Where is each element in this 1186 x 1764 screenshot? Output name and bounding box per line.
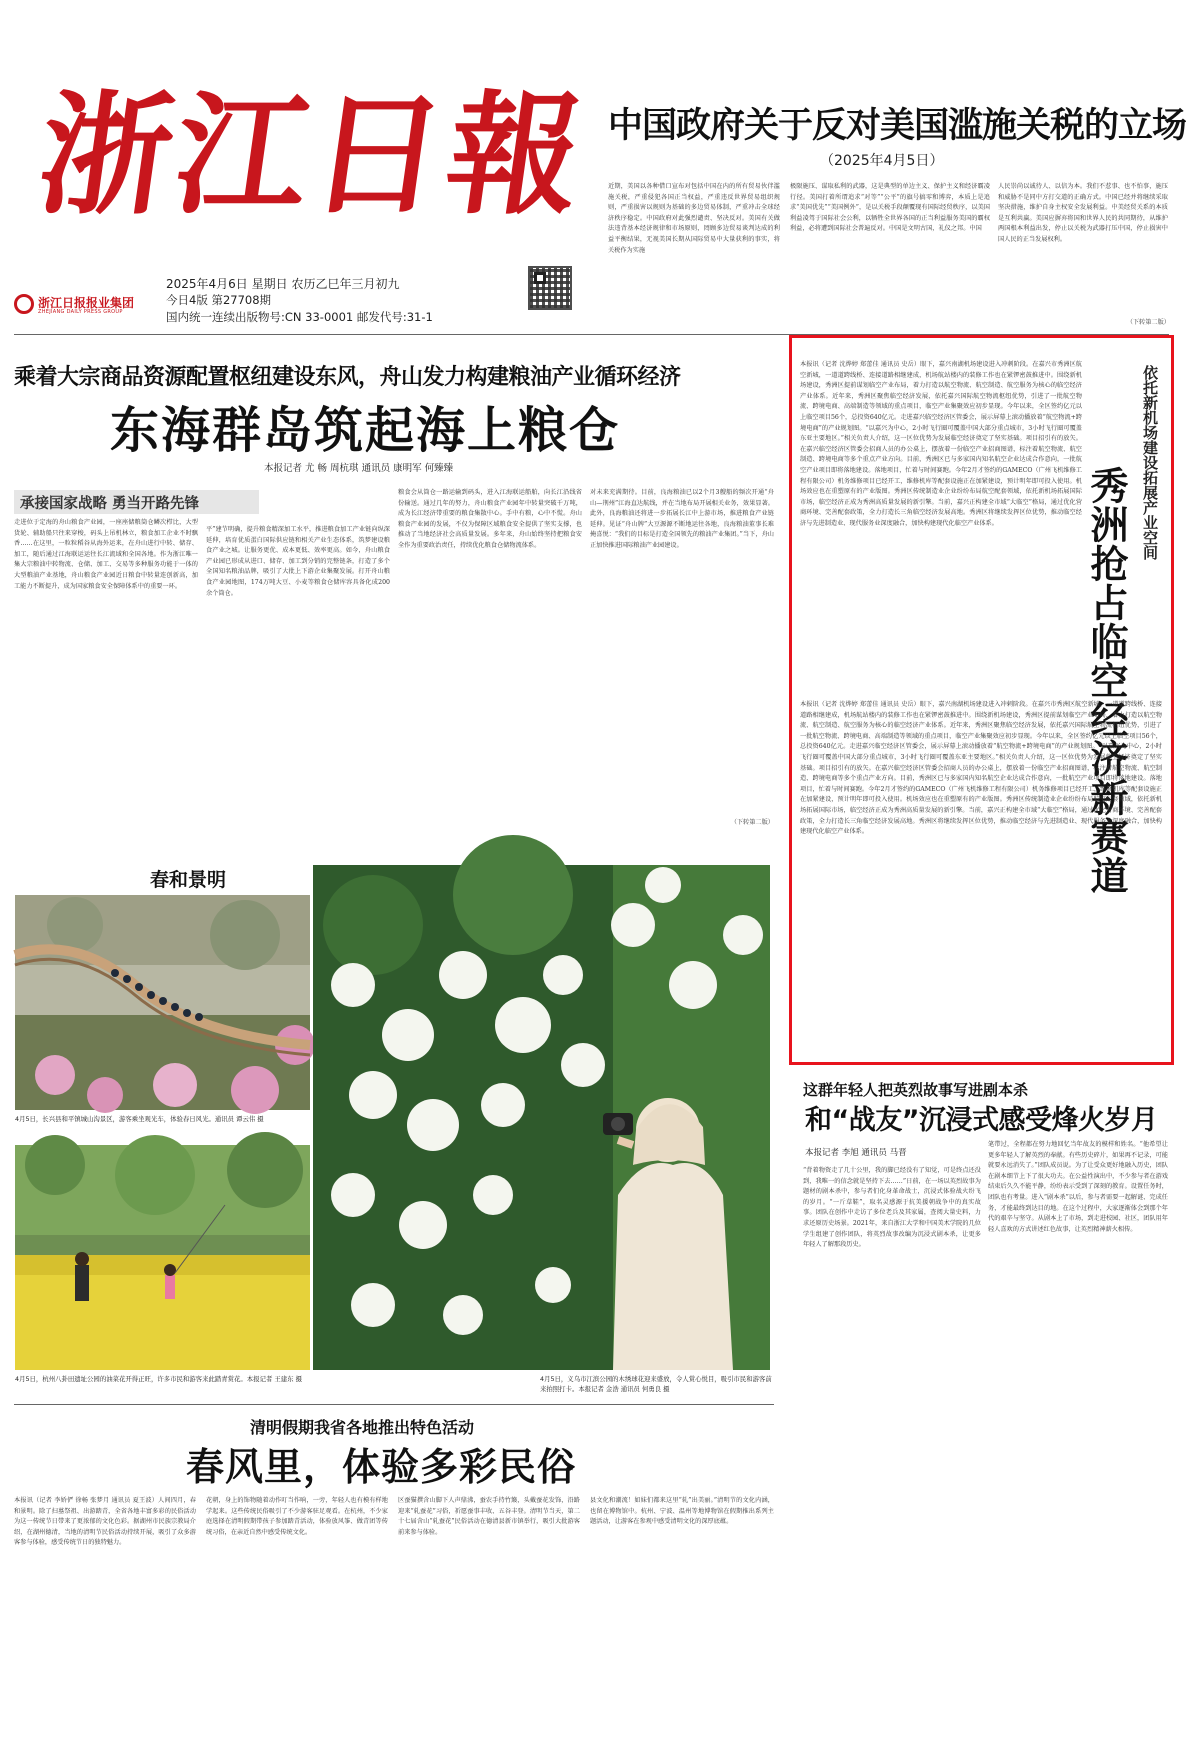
folk-column-2: 花朝，身上的饰物随着动作叮当作响，一旁，年轻人也有模有样地学起来。这些传统民俗吸引了不少游客驻足观看。在杭州，不少家庭选择在清明假期带孩子参加踏青活动，体验放风筝、做青团等传统习俗，在亲近自然中感受传统文化。 <box>206 1497 388 1536</box>
airport-body-top: 本报讯（记者 沈烨婷 郑蕾佳 通讯员 史岳）眼下，嘉兴南湖机场建设进入冲刺阶段。在嘉兴市秀洲区航空新城，一道道跨线桥、连接道路相继建成，机场航站楼内的装修工作也在紧锣密鼓推进中。围绕新机场建设，秀洲区提前谋划临空产业布局，着力打造以航空物流、航空制造、航空服务为核心的临空经济产业体系。近年来，秀洲区聚焦临空经济发展，依托嘉兴国际航空物流枢纽优势，引进了一批航空物流、跨境电商、高端制造等领域的重点项目，临空产业集聚效应初步显现。今年以来，全区签约亿元以上临空项目56个，总投资640亿元。走进嘉兴临空经济区管委会，展示屏幕上滚动播放着“航空物流+跨境电商”的产业规划图。“以嘉兴为中心，2小时飞行圈可覆盖中国大部分重点城市，3小时飞行圈可覆盖东亚主要地区。”相关负责人介绍，这一区位优势为发展临空经济奠定了坚实基础。项目招引有的放矢。在嘉兴临空经济区管委会招商人员的办公桌上，摆放着一份临空产业招商图谱，标注着航空物流、航空制造、跨境电商等多个重点产业方向。目前，秀洲区已与多家国内知名航空企业达成合作意向，一批航空产业项目即将落地建设。落地项目，忙着与时间赛跑。今年2月才签约的GAMECO（广州飞机维修工程有限公司）机务维修项目已经开工，维修机库等配套设施正在加紧建设，预计明年即可投入使用。机场效应也在重塑原有的产业版图。秀洲区传统制造业企业纷纷布局航空配套领域，依托新机场拓展国际市场，临空经济正成为秀洲高质量发展的新引擎。当前，嘉兴正构建全市域“大临空”格局，通过优化营商环境、完善配套政策，全力打造长三角临空经济发展高地。秀洲区将继续发挥区位优势，推动临空经济与先进制造业、现代服务业深度融合，加快构建现代化临空产业体系。 <box>800 361 1082 527</box>
lead-subhead <box>14 490 259 514</box>
airport-body-bottom <box>800 700 1162 1056</box>
press-group-subname: ZHEJIANG DAILY PRESS GROUP <box>38 309 123 315</box>
folk-column-1: 本报讯（记者 李娇俨 徐畅 张梦月 通讯员 夏王波）人间四月，春和景明。除了扫墓祭祖、出游踏青，全省各地丰富多彩的民俗活动为这一传统节日带来了更浓郁的文化色彩。据湖州市民族宗教局介绍，在湖州德清，当地的清明节民俗活动持续开展，吸引了众多游客参与体验，感受传统节日的独特魅力。 <box>14 1497 196 1547</box>
statement-continued: （下转第二版） <box>1126 319 1170 326</box>
qr-finder-icon <box>534 272 546 284</box>
photo-mountain-coaster-image <box>15 895 310 1110</box>
lead-byline: 本报记者 尤 畅 周杭琪 通讯员 康明军 何臻臻 <box>264 463 454 474</box>
photo-rapeseed-field-image <box>15 1145 310 1370</box>
lead-column-4: 对未来充满期待。目前，良海粮油已以2个月3艘船的频次开通“舟山—荆州”江海直达航线，并在当地布局开展相关业务，效果显著。此外，良海粮油还将进一步拓展长江中上游市场，推进粮食产业链延伸。见证“舟山牌”大豆源源不断地运往各地，良海粮油董事长难掩喜悦：“我们的目标是打造全国领先的粮油产业集团。”当下，舟山正加快推进国际粮油产业园建设。 <box>590 489 774 549</box>
photo-hydrangea-girl <box>313 865 770 1370</box>
drama-kicker: 这群年轻人把英烈故事写进剧本杀 <box>803 1081 1029 1099</box>
photo-caption-1: 4月5日，长兴县和平镇城山沟景区，游客乘坐观光车，体验春日风光。通讯员 谭云伟 摄 <box>15 1115 264 1123</box>
newspaper-logo: 浙江日報 <box>29 78 595 233</box>
photo-hydrangea-girl-image <box>313 865 770 1370</box>
lead-kicker: 乘着大宗商品资源配置枢纽建设东风，舟山发力构建粮油产业循环经济 <box>14 365 681 390</box>
folk-column-4: 县文化和潮流！如妹们都来这里“轧”出美丽。”清明节的文化内涵，也留在博物馆中。杭州、宁波、温州等地博物馆在假期推出系列主题活动，让游客在参观中感受清明文化的深厚底蕴。 <box>590 1497 774 1526</box>
press-group-name: 浙江日报报业集团 <box>38 296 135 310</box>
lead-subhead-text: 承接国家战略 勇当开路先锋 <box>20 496 200 512</box>
drama-headline: 和“战友”沉浸式感受烽火岁月 <box>805 1105 1158 1136</box>
photo-section-title: 春和景明 <box>150 869 227 891</box>
folk-column-3: 区蚕猫撰含山脚下人声鼎沸，蚕农手持竹簸，头戴蚕花发饰，沿路迎来“轧蚕花”习俗，祈愿蚕事丰收、五谷丰登。清明节当天，第二十七届含山“轧蚕花”民俗活动在德清县新市镇举行，吸引大批游客前来参与体验。 <box>398 1497 580 1536</box>
issue-number: 今日4版 第27708期 <box>166 293 272 307</box>
publication-codes: 国内统一连续出版物号:CN 33-0001 邮发代号:31-1 <box>166 310 433 324</box>
airport-kicker: 依托新机场建设拓展产业空间 <box>1141 365 1159 560</box>
lead-continued: （下转第二版） <box>730 819 774 826</box>
drama-column-2: 笔带过，全程都在努力地回忆当年故友的模样和姓名。“他希望让更多年轻人了解英烈的奉献。有些历史碎片，如果再不记录，可能就要永远消失了。”团队成员说。为了让受众更好地融入历史，团队在剧本细节上下了很大功夫。在公益性演出中，不少参与者在游戏结束后久久不能平静，纷纷表示受到了深刻的教育。设置任务时，团队也有考量。进入“剧本杀”以后，参与者需要一起解谜、完成任务，才能最终到达目的地。在这个过程中，大家逐渐体会到那个年代的艰辛与坚守。从剧本上了市场，到走进校园、社区，团队用年轻人喜欢的方式讲述红色故事，让英烈精神薪火相传。 <box>988 1141 1168 1233</box>
press-group-circle-icon <box>14 294 34 314</box>
photo-caption-2: 4月5日，杭州八卦田遗址公园的油菜花开得正旺，许多市民和游客来此踏青赏花。本报记者 王建东 摄 <box>15 1375 302 1383</box>
photo-section-label <box>15 864 315 894</box>
drama-column-1: “背着物资走了几十公里，我的脚已经没有了知觉，可是终点还没到，我唯一的信念就是坚持下去……”日前，在一场以英烈故事为题材的剧本杀中，参与者们化身革命战士，沉浸式体验战火纷飞的岁月。“一斤草鞋”，取名灵感源于抗美援朝战争中的真实故事。团队在创作中走访了多位老兵及其家属，查阅大量史料，力求还原历史场景。2021年，来自浙江大学和中国美术学院的几位学生组建了创作团队，将英烈故事改编为沉浸式剧本杀，让更多年轻人了解那段历史。 <box>803 1167 981 1249</box>
lead-headline: 东海群岛筑起海上粮仓 <box>110 402 621 459</box>
press-group-logo <box>14 292 154 320</box>
statement-column-3: 人民崇尚以诚待人、以信为本。我们不惹事、也不怕事，施压和威胁不是同中方打交道的正确方式。中国已经并将继续采取坚决措施，维护自身主权安全发展利益。中美经贸关系的本质是互利共赢。美国应摒弃将国和世界人民的共同期待，从维护两国根本利益出发，停止以关税为武器打压中国，停止损害中国人民的正当发展权利。 <box>998 183 1168 243</box>
lead-column-1: 走进位于定海的舟山粮食产业园，一座座储粮筒仓鳞次栉比，大型货轮、辅助船只往来穿梭，码头上吊机林立，粮食加工企业不时飘香……在这里，一粒粒稻谷从海外运来，在舟山进行中转、储存、加工，随后通过江海联运运往长江流域和全国各地。作为浙江唯一集大宗粮油中转物流、仓储、加工、交易等多种服务功能于一体的大型粮油产业基地，舟山粮食产业园近日粮食中转量连创新高，加工能力不断提升，成为国家粮食安全保障体系中的重要一环。 <box>14 519 198 590</box>
photo-rapeseed-field <box>15 1145 310 1370</box>
lead-column-3: 粮食会从筒仓一路运输到码头，进入江海联运船舶，向长江沿线省份输送。通过几年的努力，舟山粮食产业园年中转量突破千万吨，成为长江经济带重要的粮食集散中心。手中有粮，心中不慌。舟山粮食产业园的发展，不仅为保障区域粮食安全提供了坚实支撑，也推动了当地经济社会高质量发展。多年来，舟山始终坚持把粮食安全作为重要政治责任，持续优化粮食仓储物流体系。 <box>398 489 582 549</box>
issue-date: 2025年4月6日 星期日 农历乙巳年三月初九 <box>166 277 400 291</box>
airport-body-bottom-text: 本报讯（记者 沈烨婷 郑蕾佳 通讯员 史岳）眼下，嘉兴南湖机场建设进入冲刺阶段。在嘉兴市秀洲区航空新城，一道道跨线桥、连接道路相继建成，机场航站楼内的装修工作也在紧锣密鼓推进中。围绕新机场建设，秀洲区提前谋划临空产业布局，着力打造以航空物流、航空制造、航空服务为核心的临空经济产业体系。近年来，秀洲区聚焦临空经济发展，依托嘉兴国际航空物流枢纽优势，引进了一批航空物流、跨境电商、高端制造等领域的重点项目，临空产业集聚效应初步显现。今年以来，全区签约亿元以上临空项目56个，总投资640亿元。走进嘉兴临空经济区管委会，展示屏幕上滚动播放着“航空物流+跨境电商”的产业规划图。“以嘉兴为中心，2小时飞行圈可覆盖中国大部分重点城市，3小时飞行圈可覆盖东亚主要地区。”相关负责人介绍，这一区位优势为发展临空经济奠定了坚实基础。项目招引有的放矢。在嘉兴临空经济区管委会招商人员的办公桌上，摆放着一份临空产业招商图谱，标注着航空物流、航空制造、跨境电商等多个重点产业方向。目前，秀洲区已与多家国内知名航空企业达成合作意向，一批航空产业项目即将落地建设。落地项目，忙着与时间赛跑。今年2月才签约的GAMECO（广州飞机维修工程有限公司）机务维修项目已经开工，维修机库等配套设施正在加紧建设，预计明年即可投入使用。机场效应也在重塑原有的产业版图。秀洲区传统制造业企业纷纷布局航空配套领域，依托新机场拓展国际市场，临空经济正成为秀洲高质量发展的新引擎。当前，嘉兴正构建全市域“大临空”格局，通过优化营商环境、完善配套政策，全力打造长三角临空经济发展高地。秀洲区将继续发挥区位优势，推动临空经济与先进制造业、现代服务业深度融合，加快构建现代化临空产业体系。 <box>800 701 1162 836</box>
drama-byline: 本报记者 李旭 通讯员 马晋 <box>805 1148 907 1158</box>
airport-headline: 秀洲抢占临空经济新赛道 <box>1084 466 1128 895</box>
folk-headline: 春风里，体验多彩民俗 <box>186 1445 577 1489</box>
photo-mountain-coaster <box>15 895 310 1110</box>
statement-headline: 中国政府关于反对美国滥施关税的立场 <box>608 106 1186 146</box>
statement-column-1: 近期，美国以各种借口宣布对包括中国在内的所有贸易伙伴滥施关税，严重侵犯各国正当权益，严重违反世界贸易组织规则，严重损害以规则为基础的多边贸易体制，严重冲击全球经济秩序稳定。中国政府对此强烈谴责、坚决反对。美国有关做法违背基本经济规律和市场原则，罔顾多边贸易谈判达成的利益平衡结果，无视美国长期从国际贸易中大量获利的事实，将关税作为实施 <box>608 183 780 254</box>
photo-caption-3: 4月5日，义乌市江滨公园的木绣球花迎来盛放，令人赏心悦目，吸引市民和游客前来拍照打卡。本报记者 金浩 通讯员 何勇良 摄 <box>540 1375 772 1393</box>
folk-kicker: 清明假期我省各地推出特色活动 <box>250 1418 475 1437</box>
statement-date: （2025年4月5日） <box>820 153 944 169</box>
lead-column-2: 平”建节明确，提升粮食精深加工水平，推进粮食加工产业链向纵深延伸，培育优质蛋白国际供应链和相关产业生态体系，筑梦建设粮食产业之城。让服务更优、成本更低、效率更高。如今，舟山粮食产业园已形成从进口、储存、加工到分销的完整链条，打造了多个全国知名粮油品牌，吸引了大批上下游企业集聚发展。打开舟山粮食产业园地图，174万吨大豆、小麦等粮食仓储库容具备化成200余个筒仓。 <box>206 526 390 597</box>
statement-column-2: 极限施压、谋取私利的武器，这是典型的单边主义、保护主义和经济霸凌行径。美国打着所谓追求“对等”“公平”的旗号搞零和博弈，本质上是追求“美国优先”“美国例外”，是以关税手段颠覆现有国际经贸秩序，以美国利益凌驾于国际社会公利，以牺牲全世界各国的正当利益服务美国的霸权利益，必将遭到国际社会普遍反对。中国是文明古国，礼仪之邦。中国 <box>790 183 990 233</box>
photo-divider <box>14 1404 774 1405</box>
